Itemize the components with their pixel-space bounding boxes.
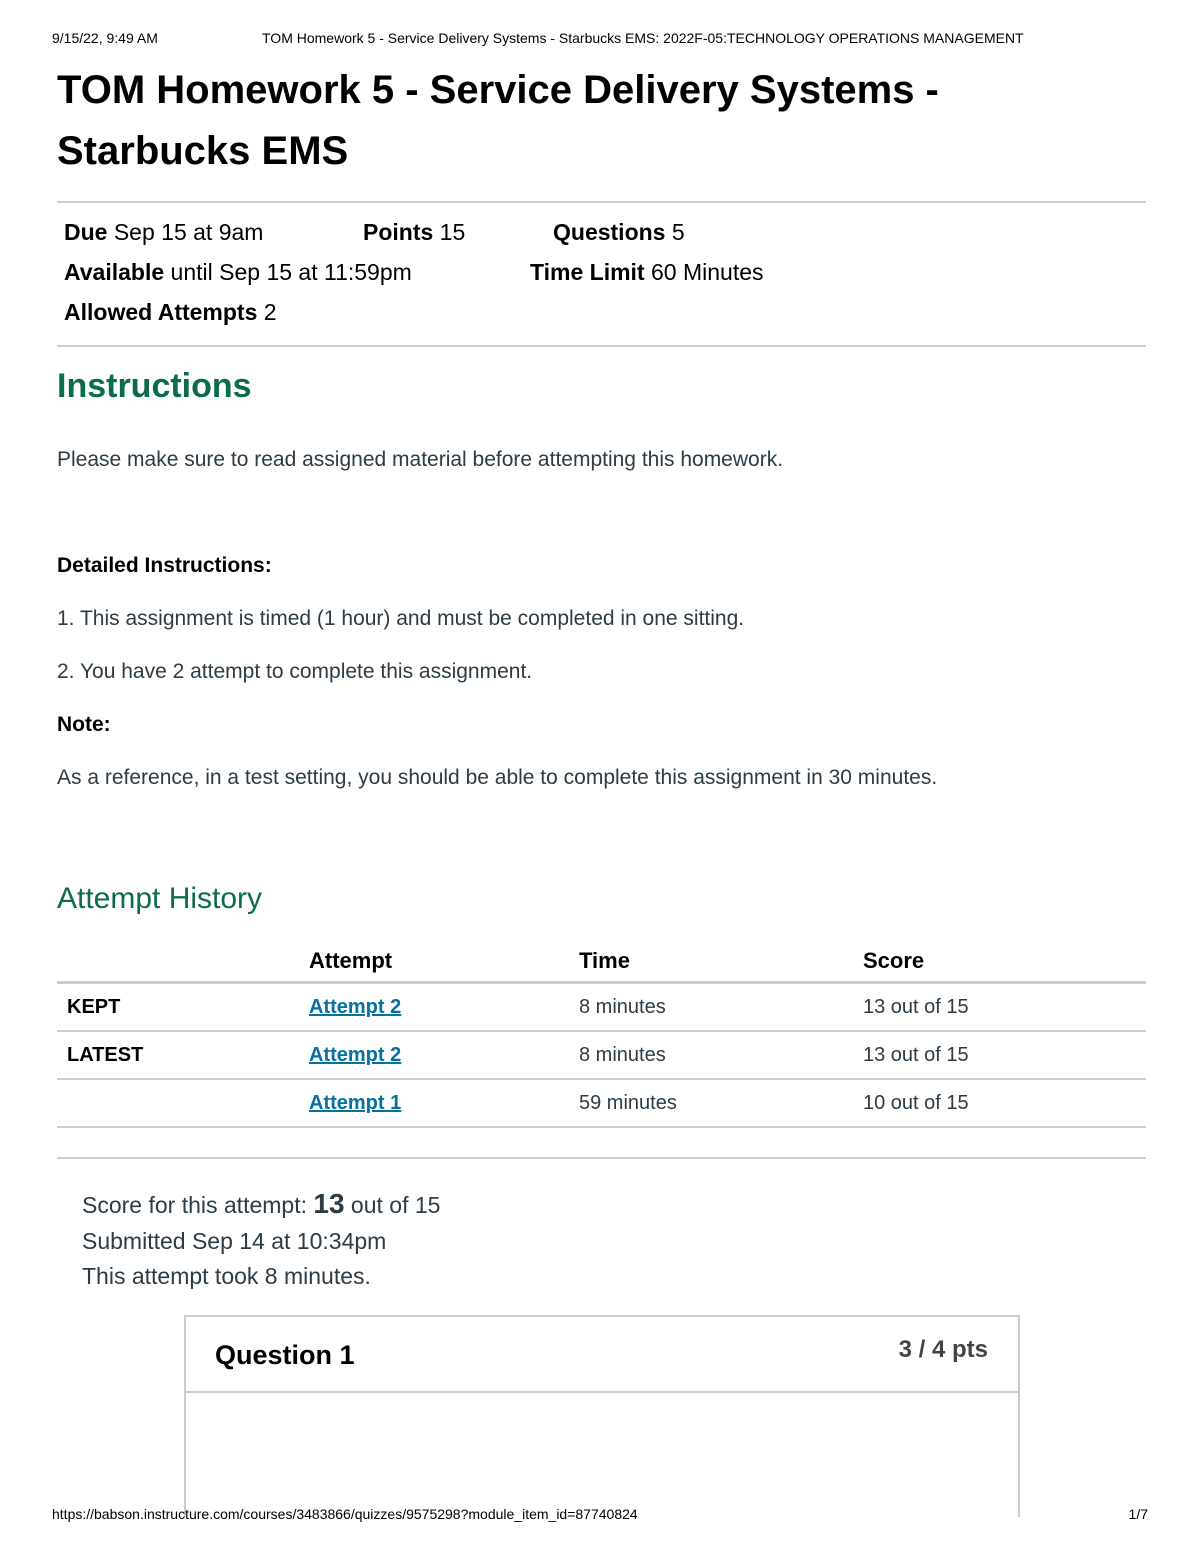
available-label: Available <box>64 259 165 285</box>
table-header-row <box>57 941 1146 983</box>
points-label: Points <box>363 219 434 245</box>
row-label: LATEST <box>57 1031 309 1079</box>
row-label: KEPT <box>57 983 309 1032</box>
question-title: Question 1 <box>215 1340 355 1370</box>
column-header-label <box>57 941 309 983</box>
score-line <box>82 1188 440 1228</box>
instructions-heading: Instructions <box>57 367 252 405</box>
instruction-item-1: 1. This assignment is timed (1 hour) and must be completed in one sitting. <box>57 607 745 630</box>
row-label <box>57 1079 309 1127</box>
due-label: Due <box>64 219 108 245</box>
table-row <box>57 983 1146 1032</box>
attempts-label: Allowed Attempts <box>64 299 258 325</box>
available-detail <box>64 259 412 286</box>
quiz-content <box>57 60 1146 1370</box>
instruction-item-2: 2. You have 2 attempt to complete this assignment. <box>57 660 533 683</box>
attempt-time: 8 minutes <box>579 983 863 1032</box>
points-detail <box>363 219 465 246</box>
attempt-history-table <box>57 941 1146 1128</box>
instructions-intro: Please make sure to read assigned material before attempting this homework. <box>57 448 784 471</box>
time-limit-label: Time Limit <box>530 259 645 285</box>
score-summary <box>82 1188 440 1290</box>
column-header-attempt: Attempt <box>309 941 579 983</box>
due-value: Sep 15 at 9am <box>113 219 264 245</box>
attempt-link[interactable]: Attempt 1 <box>309 1091 402 1114</box>
quiz-details <box>57 203 1146 345</box>
attempt-duration: This attempt took 8 minutes. <box>82 1263 371 1289</box>
due-detail <box>64 219 263 246</box>
attempt-score: 10 out of 15 <box>863 1079 1146 1127</box>
attempt-time: 8 minutes <box>579 1031 863 1079</box>
table-row <box>57 1031 1146 1079</box>
attempt-link[interactable]: Attempt 2 <box>309 1043 402 1066</box>
question-points: 3 / 4 pts <box>898 1336 988 1363</box>
points-value: 15 <box>439 219 466 245</box>
page-title: TOM Homework 5 - Service Delivery Systems - Starbucks EMS <box>57 68 939 173</box>
page-number: 1/7 <box>1128 1506 1148 1522</box>
note-text: As a reference, in a test setting, you should be able to complete this assignment in 30 minutes. <box>57 766 938 789</box>
table-row <box>57 1079 1146 1127</box>
time-limit-value: 60 Minutes <box>651 259 764 285</box>
attempt-history-heading: Attempt History <box>57 882 263 915</box>
available-value: until Sep 15 at 11:59pm <box>170 259 412 285</box>
score-suffix: out of 15 <box>350 1192 441 1218</box>
detailed-instructions-label: Detailed Instructions: <box>57 554 272 577</box>
question-card <box>184 1315 1020 1517</box>
submitted-time: Submitted Sep 14 at 10:34pm <box>82 1228 387 1254</box>
questions-value: 5 <box>671 219 685 245</box>
attempt-score: 13 out of 15 <box>863 983 1146 1032</box>
print-document-title: TOM Homework 5 - Service Delivery Systems - Starbucks EMS: 2022F-05:TECHNOLOGY OPERATIONS MANAGEMENT <box>262 30 1024 46</box>
score-prefix: Score for this attempt: <box>82 1192 307 1218</box>
column-header-time: Time <box>579 941 863 983</box>
attempts-detail <box>64 299 277 326</box>
attempt-score: 13 out of 15 <box>863 1031 1146 1079</box>
print-datetime: 9/15/22, 9:49 AM <box>52 30 158 46</box>
attempt-link[interactable]: Attempt 2 <box>309 995 402 1018</box>
score-value: 13 <box>313 1188 345 1219</box>
attempt-time: 59 minutes <box>579 1079 863 1127</box>
question-header <box>186 1317 1018 1393</box>
page-url: https://babson.instructure.com/courses/3483866/quizzes/9575298?module_item_id=87740824 <box>52 1506 638 1522</box>
time-limit-detail <box>530 259 764 286</box>
divider <box>57 1157 1146 1159</box>
attempts-value: 2 <box>263 299 277 325</box>
questions-detail <box>553 219 685 246</box>
divider <box>57 345 1146 347</box>
note-label: Note: <box>57 713 111 736</box>
column-header-score: Score <box>863 941 1146 983</box>
questions-label: Questions <box>553 219 666 245</box>
